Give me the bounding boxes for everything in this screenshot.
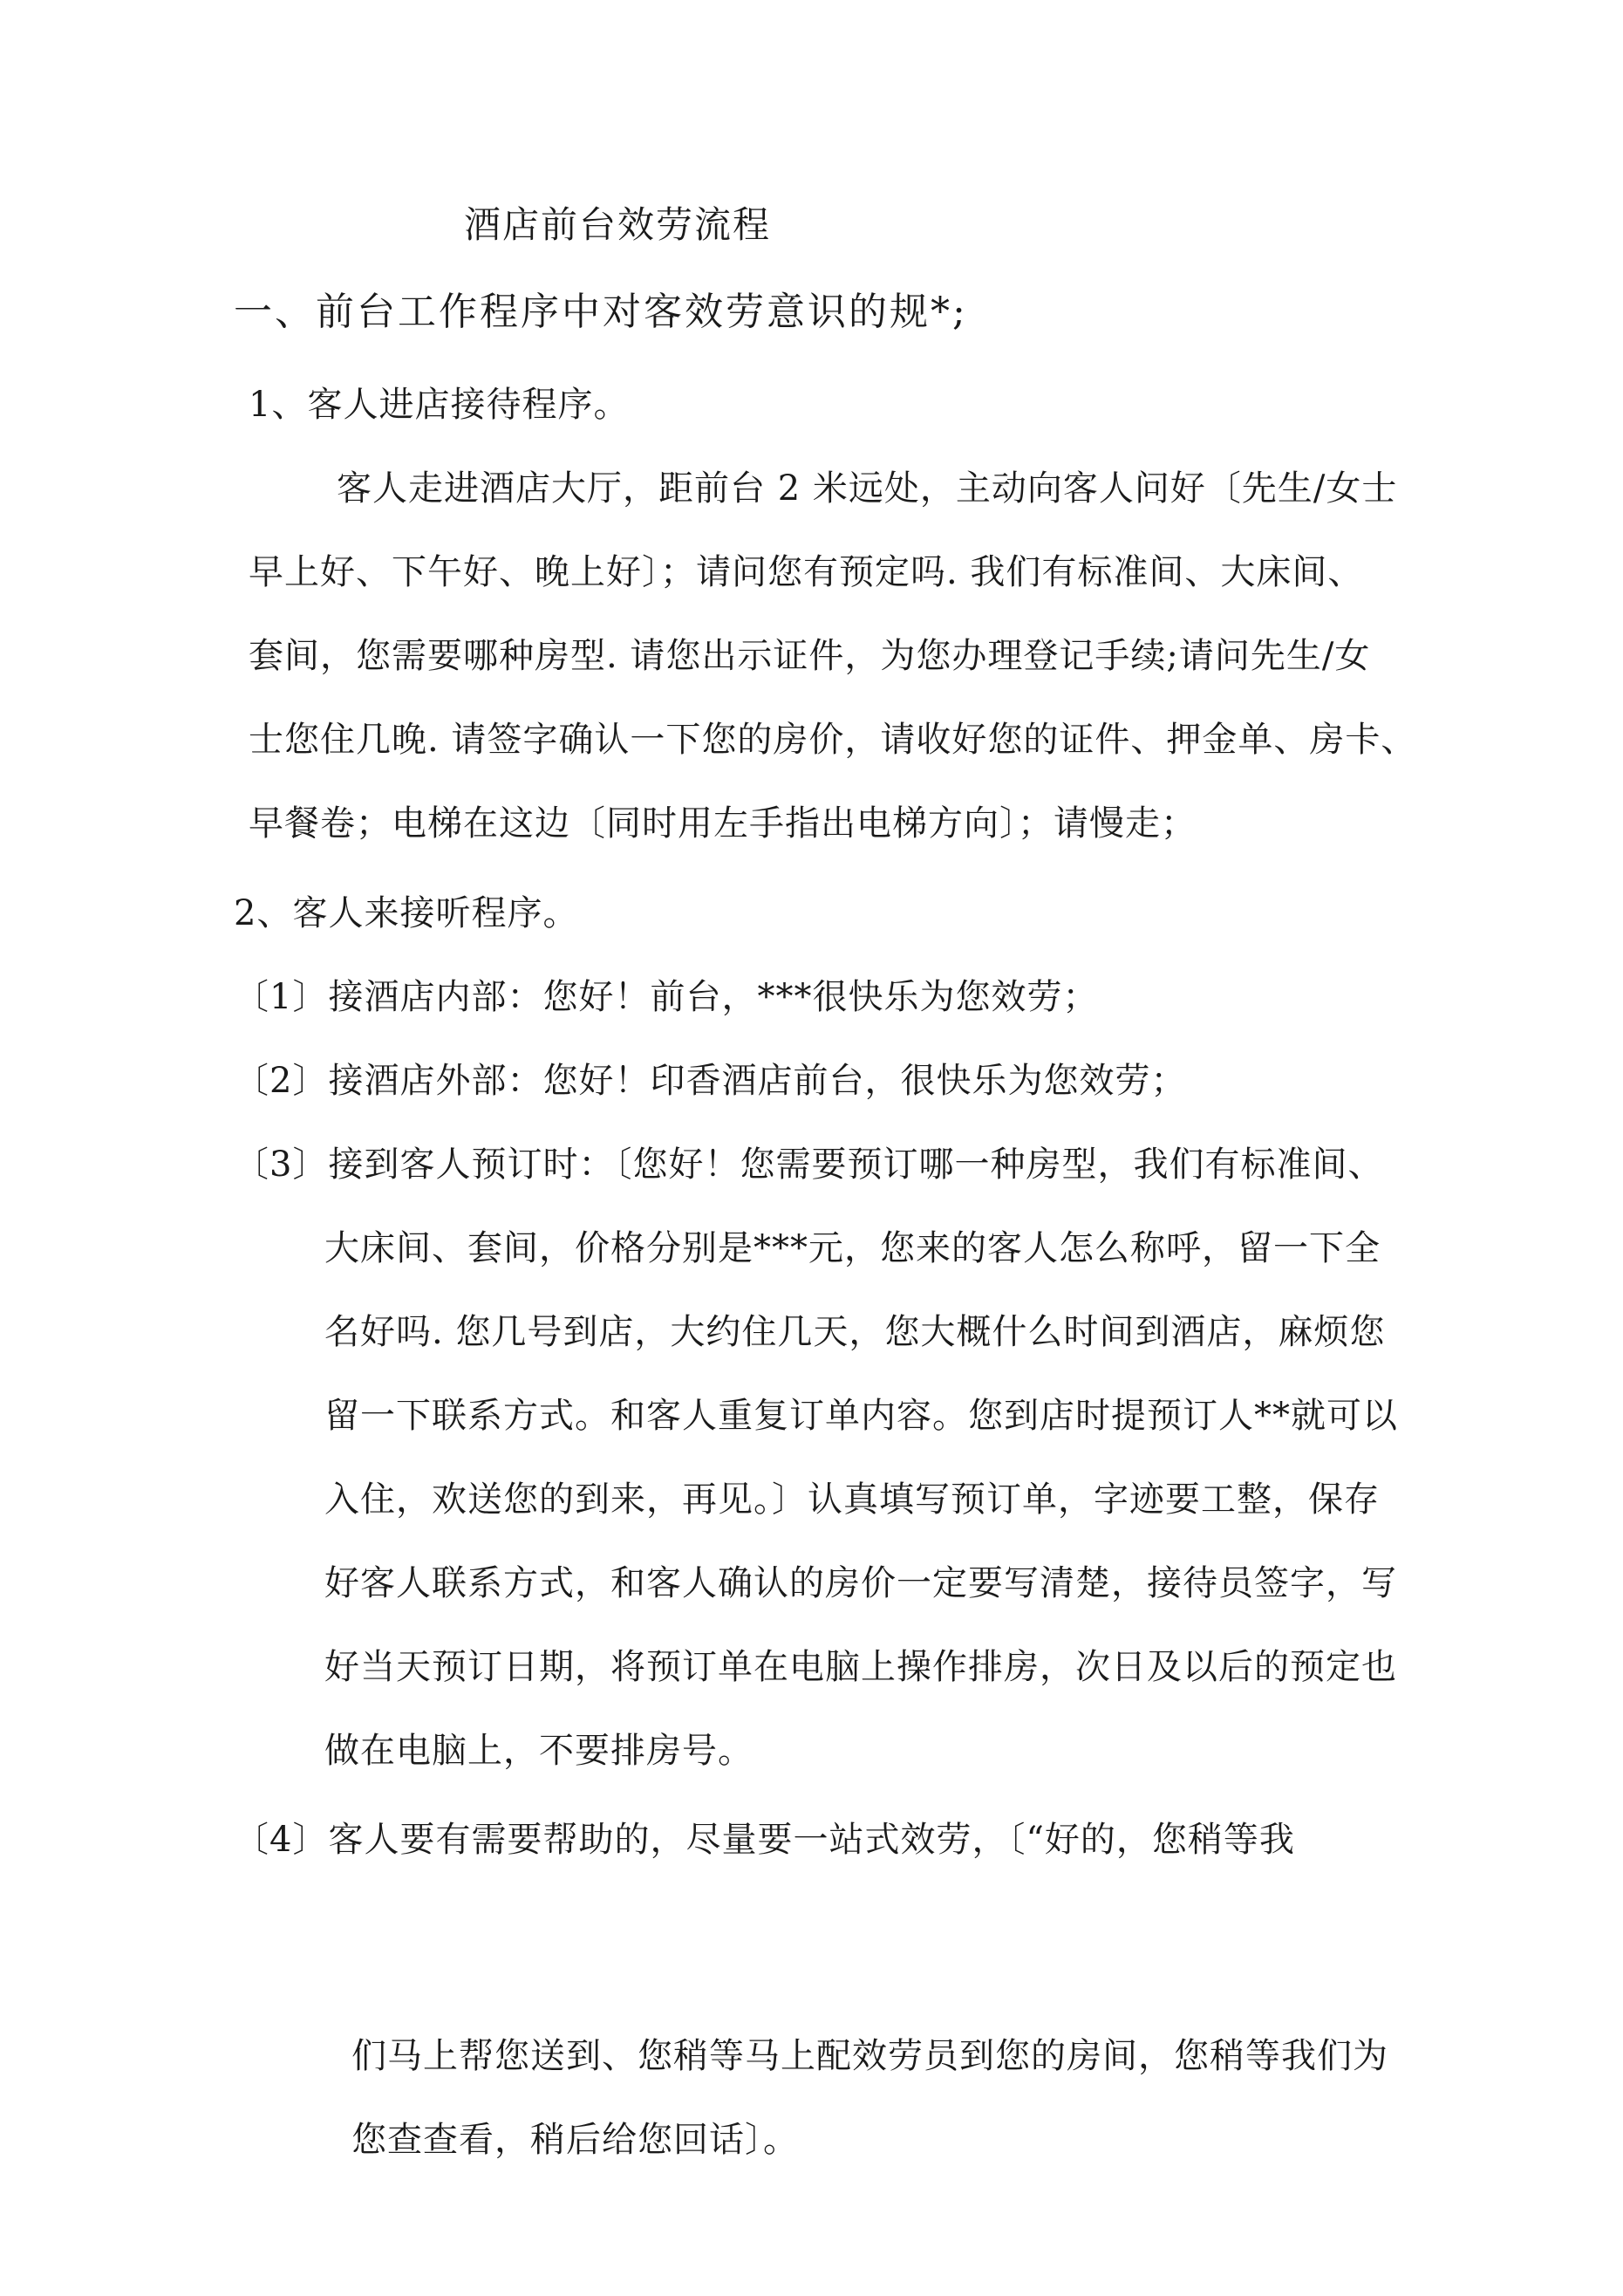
sub-item-2: 〔2〕接酒店外部：您好！印香酒店前台，很快乐为您效劳； xyxy=(234,1061,1187,1101)
sub-item-3-line: 做在电脑上，不要排房号。 xyxy=(324,1731,754,1771)
sub-item-4-line: 您查查看，稍后给您回话〕。 xyxy=(351,2120,799,2160)
item1-paragraph-line: 套间，您需要哪种房型. 请您出示证件，为您办理登记手续;请问先生/女 xyxy=(249,636,1371,676)
sub-item-3-line: 好当天预订日期，将预订单在电脑上操作排房，次日及以后的预定也 xyxy=(324,1647,1397,1687)
sub-item-3-line: 留一下联系方式。和客人重复订单内容。您到店时提预订人**就可以 xyxy=(324,1396,1398,1436)
sub-item-3-first-line: 〔3〕接到客人预订时：〔您好！您需要预订哪一种房型，我们有标准间、 xyxy=(234,1145,1384,1185)
sub-item-1: 〔1〕接酒店内部：您好！前台，***很快乐为您效劳； xyxy=(234,977,1099,1017)
item1-paragraph-line: 士您住几晚. 请签字确认一下您的房价，请收好您的证件、押金单、房卡、 xyxy=(249,720,1417,760)
item1-paragraph-line: 早上好、下午好、晚上好〕；请问您有预定吗. 我们有标准间、大床间、 xyxy=(249,552,1364,592)
sub-item-3-line: 入住，欢送您的到来，再见。〕认真填写预订单，字迹要工整，保存 xyxy=(324,1479,1380,1520)
document-title: 酒店前台效劳流程 xyxy=(464,203,772,246)
sub-item-3-line: 大床间、套间，价格分别是***元，您来的客人怎么称呼，留一下全 xyxy=(324,1228,1381,1268)
item1-paragraph-line: 早餐卷；电梯在这边〔同时用左手指出电梯方向〕；请慢走； xyxy=(249,803,1197,844)
item2-heading: 2、客人来接听程序。 xyxy=(234,893,579,933)
sub-item-3-line: 名好吗. 您几号到店，大约住几天，您大概什么时间到酒店，麻烦您 xyxy=(324,1312,1386,1352)
sub-item-4-line: 们马上帮您送到、您稍等马上配效劳员到您的房间，您稍等我们为 xyxy=(351,2036,1388,2076)
item1-paragraph-line: 客人走进酒店大厅，距前台 2 米远处，主动向客人问好〔先生/女士 xyxy=(337,468,1398,509)
section-heading: 一、前台工作程序中对客效劳意识的规*; xyxy=(234,290,968,334)
sub-item-3-line: 好客人联系方式，和客人确认的房价一定要写清楚，接待员签字，写 xyxy=(324,1563,1397,1603)
sub-item-4-first-line: 〔4〕客人要有需要帮助的，尽量要一站式效劳，〔“好的，您稍等我 xyxy=(234,1820,1295,1860)
item1-heading: 1、客人进店接待程序。 xyxy=(249,385,630,425)
